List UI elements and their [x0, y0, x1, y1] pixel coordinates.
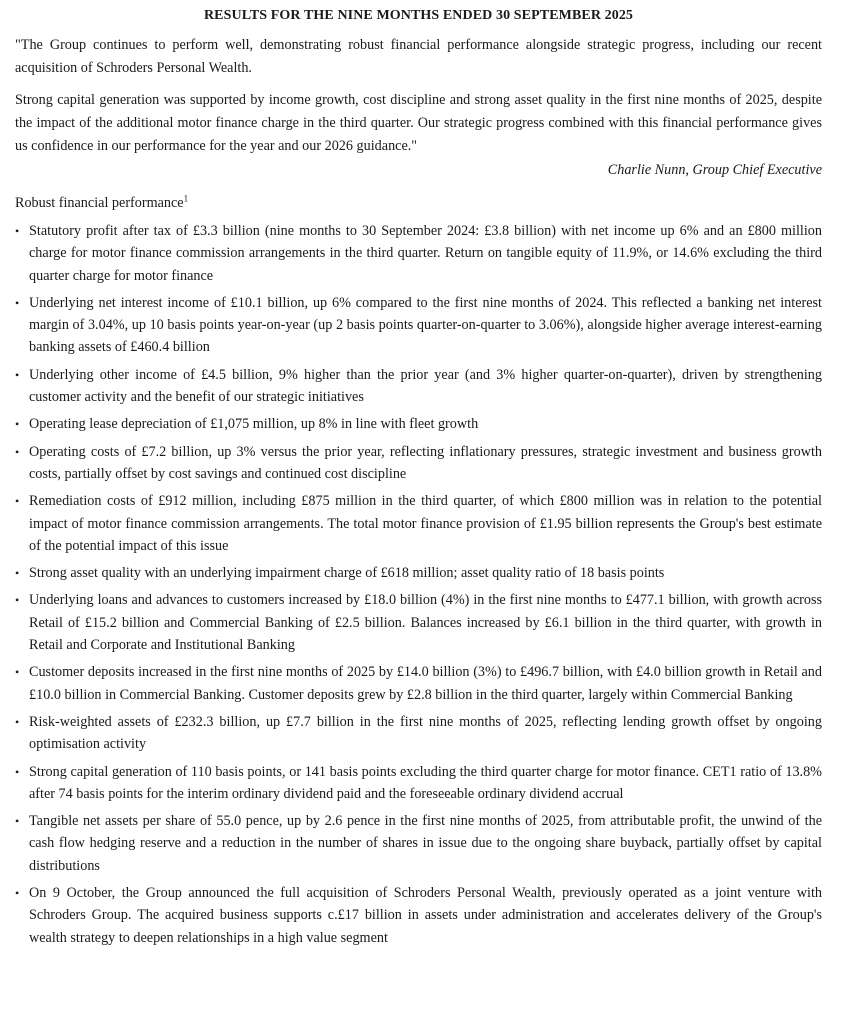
bullet-text: Tangible net assets per share of 55.0 pence, up by 2.6 pence in the first nine months of 2025, from attributable profit, the unwind of the cash flow hedging reserve and a reduction in the number of shares in issue due to the ongoing share buyback, partially offset by capital distributions	[29, 813, 822, 874]
bullet-dot-icon: •	[15, 593, 20, 608]
bullet-text: Operating lease depreciation of £1,075 million, up 8% in line with fleet growth	[29, 416, 479, 433]
bullet-item	[15, 882, 822, 949]
bullet-dot-icon: •	[15, 295, 20, 310]
quote-paragraph: Strong capital generation was supported by income growth, cost discipline and strong asset quality in the first nine months of 2025, despite the impact of the additional motor finance charge in the third quarter. Our strategic progress combined with this financial performance gives us confidence in our performance for the year and our 2026 guidance."	[15, 92, 822, 154]
bullet-item	[15, 711, 822, 756]
bullet-dot-icon: •	[15, 665, 20, 680]
bullet-text: Remediation costs of £912 million, including £875 million in the third quarter, of which £800 million was in relation to the potential impact of motor finance commission arrangements. The total motor finance provision of £1.95 billion represents the Group's best estimate of the potential impact of this issue	[29, 493, 822, 554]
bullet-dot-icon: •	[15, 886, 20, 901]
bullet-item	[15, 292, 822, 359]
bullet-text: On 9 October, the Group announced the full acquisition of Schroders Personal Wealth, previously operated as a joint venture with Schroders Group. The acquired business supports c.£17 billion in assets under administration and accelerates delivery of the Group's wealth strategy to deepen relationships in a high value segment	[29, 885, 822, 946]
footnote-marker: 1	[183, 193, 189, 204]
bullet-item	[15, 562, 822, 584]
bullet-text: Statutory profit after tax of £3.3 billion (nine months to 30 September 2024: £3.8 billion) with net income up 6% and an £800 million charge for motor finance commission arrangements in the third quarter. Return on tangible equity of 11.9%, or 14.6% excluding the third quarter charge for motor finance	[29, 223, 822, 284]
bullet-item	[15, 413, 822, 435]
bullet-dot-icon: •	[15, 714, 20, 729]
bullet-dot-icon: •	[15, 367, 20, 382]
quote-paragraph: "The Group continues to perform well, demonstrating robust financial performance alongside strategic progress, including our recent acquisition of Schroders Personal Wealth.	[15, 37, 822, 76]
bullet-text: Operating costs of £7.2 billion, up 3% versus the prior year, reflecting inflationary pressures, strategic investment and business growth costs, partially offset by cost savings and continued cost discipline	[29, 443, 822, 482]
bullet-item	[15, 810, 822, 877]
section-heading	[15, 192, 822, 214]
bullet-item	[15, 364, 822, 409]
section-heading-text: Robust financial performance	[15, 195, 184, 211]
bullet-text: Underlying other income of £4.5 billion, 9% higher than the prior year (and 3% higher quarter-on-quarter), driven by strengthening customer activity and the benefit of our strategic initiatives	[29, 366, 822, 406]
bullet-item	[15, 441, 822, 486]
bullet-item	[15, 490, 822, 557]
bullet-item	[15, 761, 822, 806]
bullet-dot-icon: •	[15, 417, 20, 432]
bullet-dot-icon: •	[15, 224, 20, 238]
quote-attribution: Charlie Nunn, Group Chief Executive	[607, 162, 822, 178]
bullet-text: Customer deposits increased in the first nine months of 2025 by £14.0 billion (3%) to £496.7 billion, with £4.0 billion growth in Retail and £10.0 billion in Commercial Banking. Customer deposits grew by £2.8 billion in the third quarter, largely within Commercial Banking	[29, 664, 822, 703]
bullet-dot-icon: •	[15, 444, 20, 459]
performance-bullet-list	[15, 220, 822, 949]
bullet-text: Underlying loans and advances to customers increased by £18.0 billion (4%) in the first nine months to £477.1 billion, with growth across Retail of £15.2 billion and Commercial Banking of £2.5 billion. Balances increased by £6.1 billion in the third quarter, with growth in Retail and Corporate and Institutional Banking	[29, 592, 822, 654]
bullet-dot-icon: •	[15, 566, 20, 581]
bullet-item	[15, 589, 822, 656]
bullet-text: Risk-weighted assets of £232.3 billion, up £7.7 billion in the first nine months of 2025, reflecting lending growth offset by ongoing optimisation activity	[29, 713, 822, 753]
bullet-dot-icon: •	[15, 814, 20, 829]
bullet-item	[15, 220, 822, 287]
bullet-dot-icon: •	[15, 494, 20, 509]
bullet-text: Strong capital generation of 110 basis points, or 141 basis points excluding the third quarter charge for motor finance. CET1 ratio of 13.8% after 74 basis points for the interim ordinary dividend paid and the foreseeable ordinary dividend accrual	[29, 763, 822, 802]
ceo-quote	[15, 34, 822, 181]
bullet-dot-icon: •	[15, 764, 20, 779]
document-title: RESULTS FOR THE NINE MONTHS ENDED 30 SEPTEMBER 2025	[203, 8, 634, 23]
bullet-text: Strong asset quality with an underlying impairment charge of £618 million; asset quality ratio of 18 basis points	[29, 565, 665, 582]
bullet-item	[15, 661, 822, 706]
bullet-text: Underlying net interest income of £10.1 billion, up 6% compared to the first nine months of 2024. This reflected a banking net interest margin of 3.04%, up 10 basis points year-on-year (up 2 basis points quarter-on-quarter to 3.06%), alongside higher average interest-earning banking assets of £460.4 billion	[29, 294, 822, 356]
